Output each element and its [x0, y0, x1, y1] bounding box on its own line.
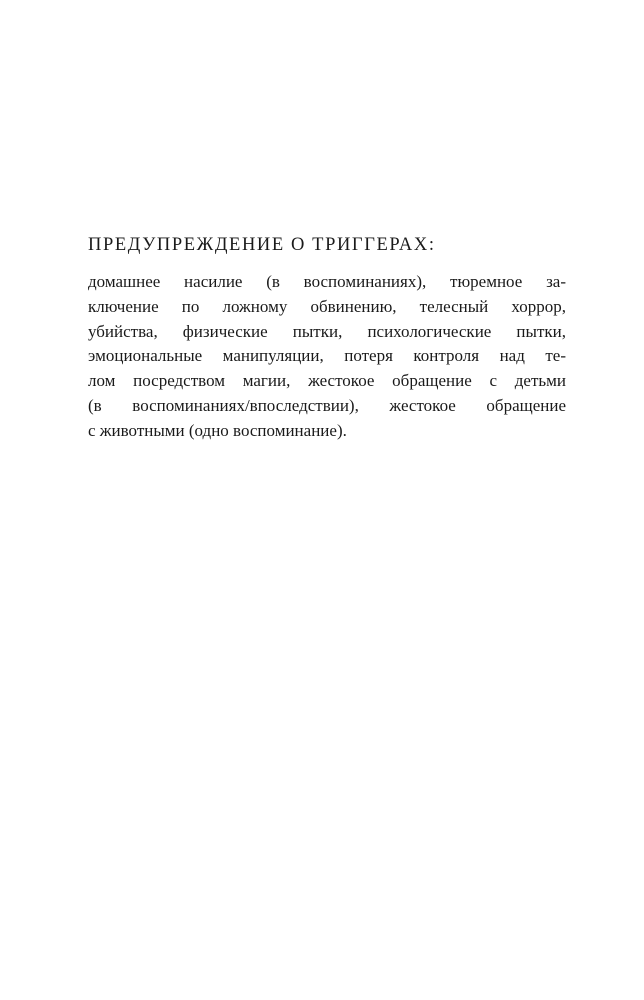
- text-line: лом посредством магии, жестокое обращение с детьми: [88, 371, 566, 391]
- trigger-warning-text: [88, 270, 566, 444]
- trigger-warning-block: [88, 232, 566, 444]
- trigger-warning-title: ПРЕДУПРЕЖДЕНИЕ О ТРИГГЕРАХ:: [88, 235, 436, 255]
- text-line: (в воспоминаниях/впоследствии), жестокое обращение: [88, 395, 566, 415]
- text-line: с животными (одно воспоминание).: [88, 420, 347, 440]
- text-line: домашнее насилие (в воспоминаниях), тюремное за-: [88, 272, 566, 291]
- text-line: ключение по ложному обвинению, телесный хоррор,: [88, 296, 566, 316]
- text-line: эмоциональные манипуляции, потеря контроля над те-: [88, 346, 566, 366]
- text-line: убийства, физические пытки, психологические пытки,: [88, 321, 566, 341]
